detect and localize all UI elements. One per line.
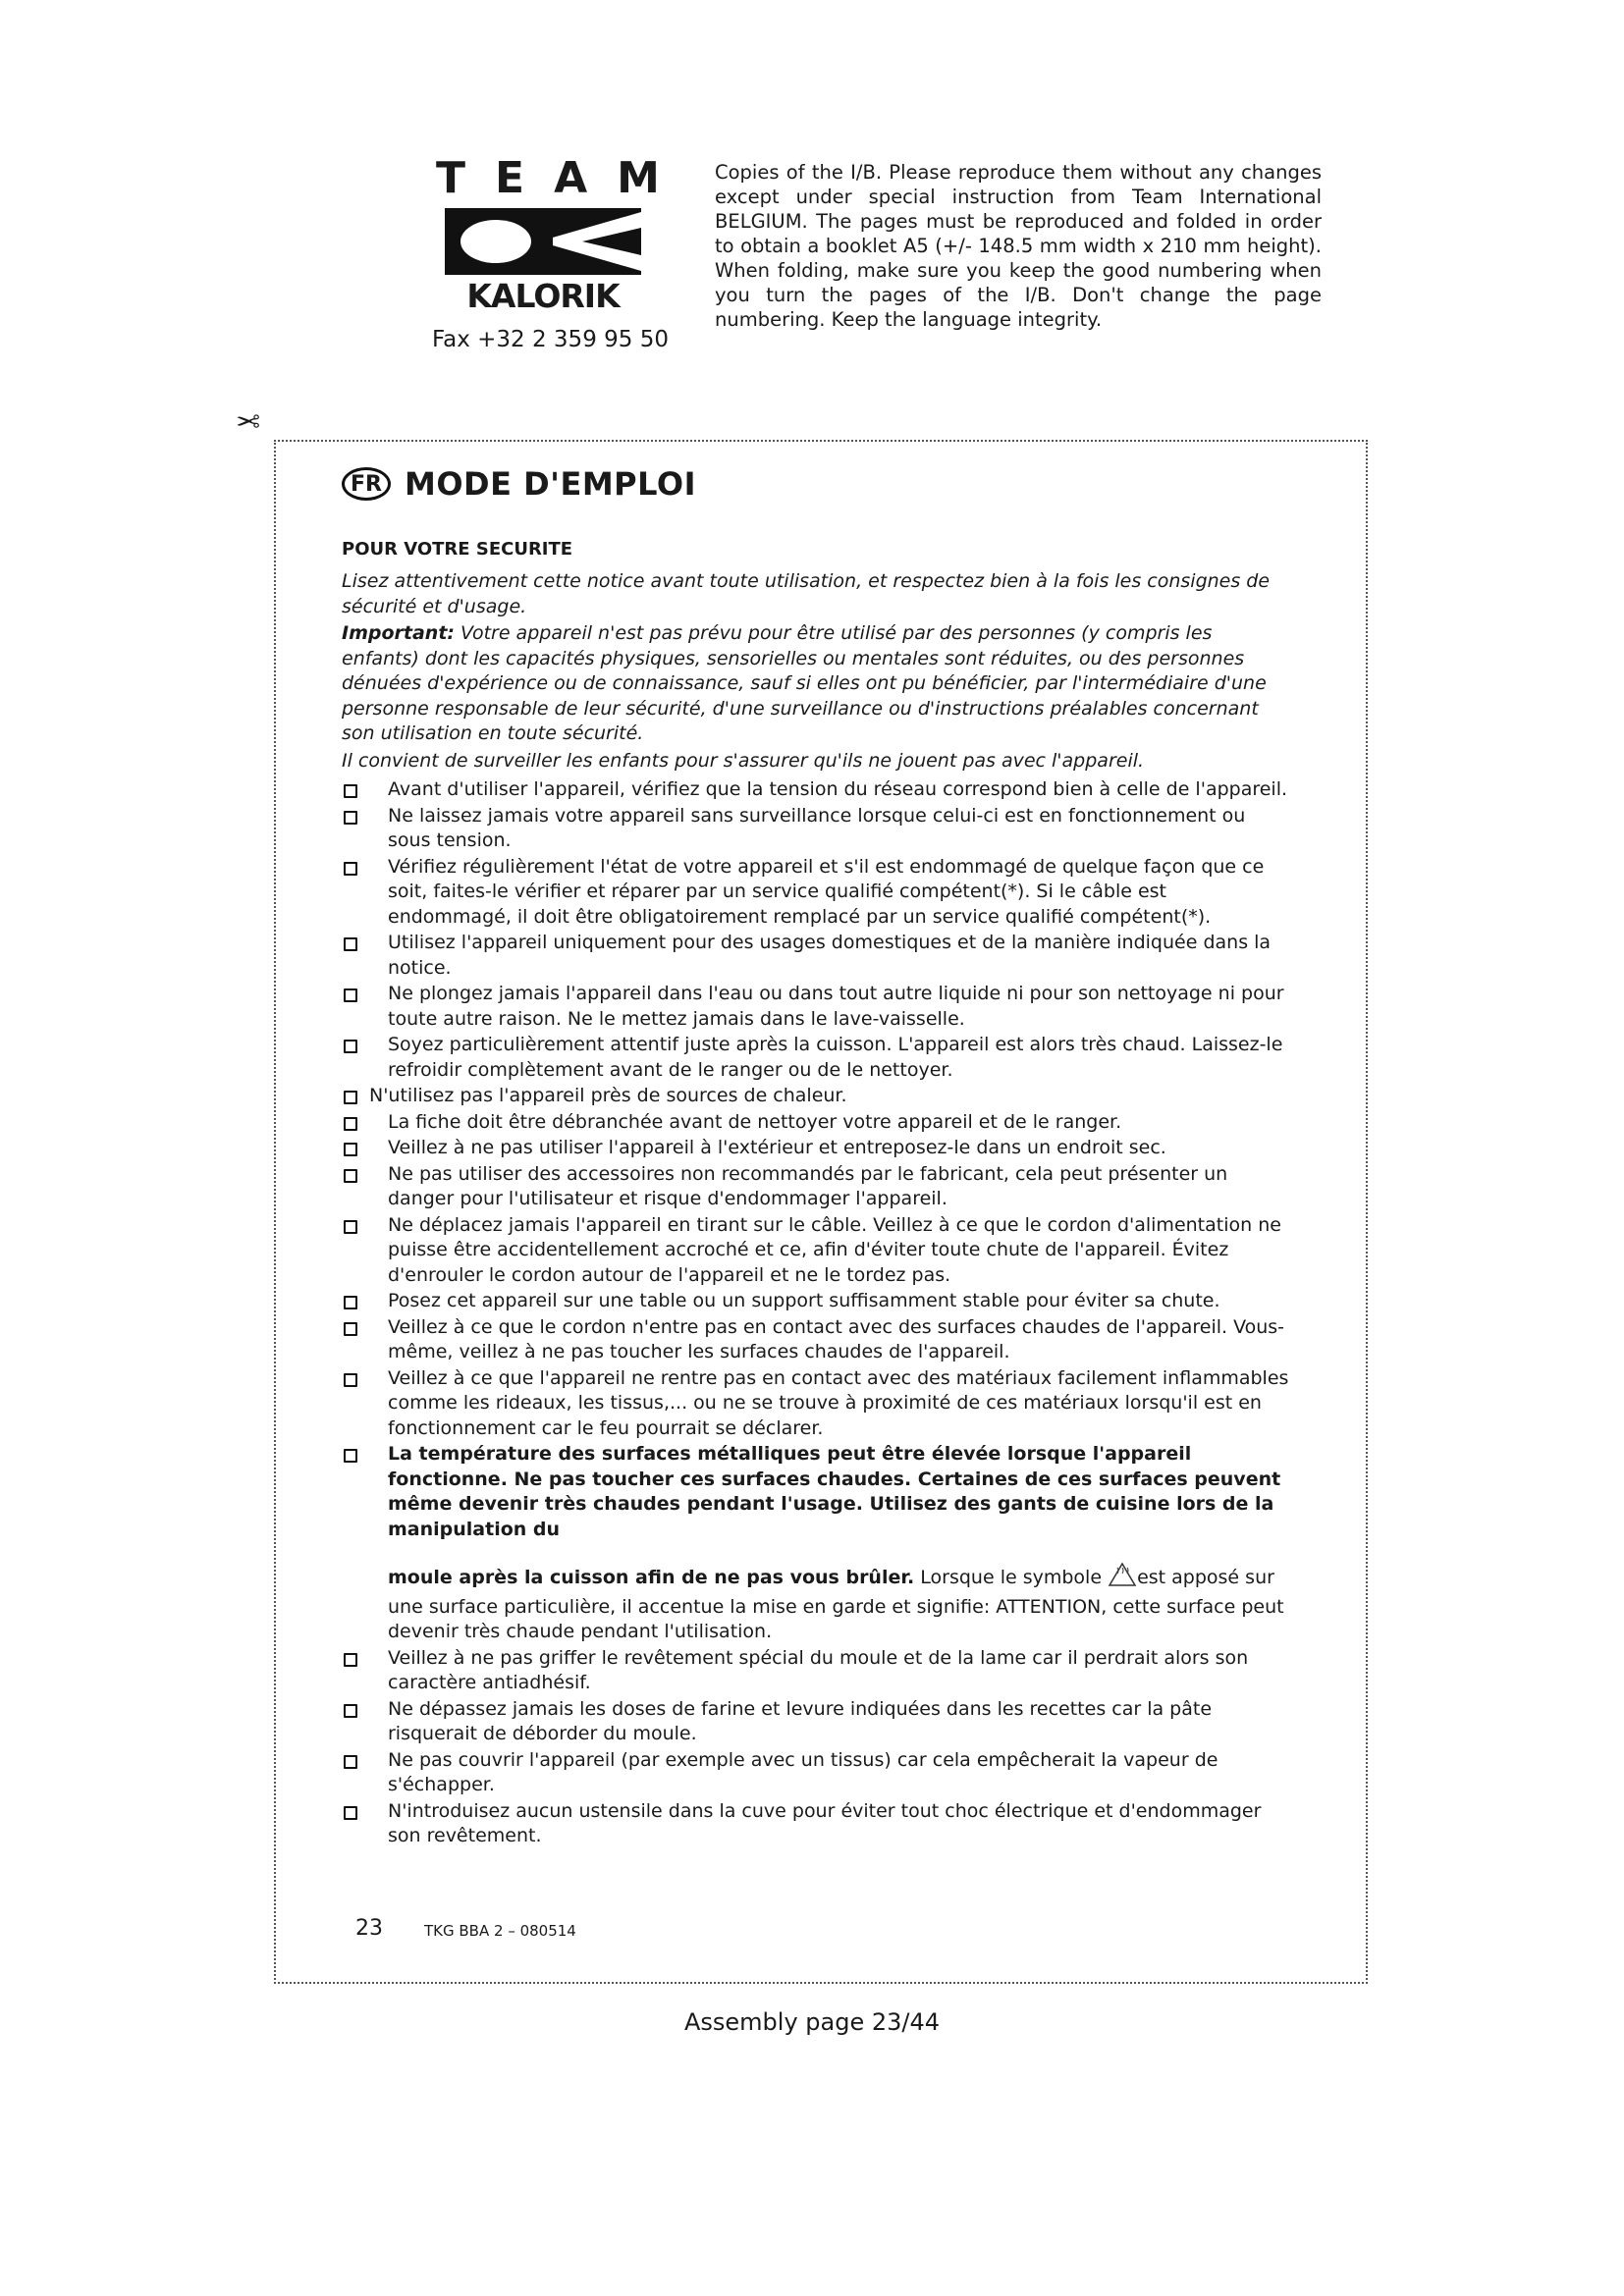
list-item: N'utilisez pas l'appareil près de sources de chaleur. [342,1084,1292,1109]
list-item: Ne laissez jamais votre appareil sans surveillance lorsque celui-ci est en fonctionnement ou sous tension. [342,804,1292,854]
checkbox-icon [344,937,357,951]
list-item: Veillez à ne pas utiliser l'appareil à l'extérieur et entreposez-le dans un endroit sec. [342,1136,1292,1161]
list-item: Veillez à ce que le cordon n'entre pas en contact avec des surfaces chaudes de l'appareil. Vous-même, veillez à ne pas toucher les surfaces chaudes de l'appareil. [342,1315,1292,1365]
reproduction-instructions: Copies of the I/B. Please reproduce them without any changes except under special instruction from Team International BELGIUM. The pages must be reproduced and folded in order to obtain a booklet A5 (+/- 148.5 mm width x 210 mm height). When folding, make sure you keep the good numbering when you turn the pages of the I/B. Don't change the page numbering. Keep the language integrity. [715,161,1322,331]
kalorik-k-icon [445,208,641,275]
safety-list [342,777,1292,1849]
hot-symbol-text: est [1137,1567,1166,1588]
checkbox-icon [344,1373,357,1387]
kalorik-logo [436,153,689,315]
checkbox-icon [344,1220,357,1234]
list-item: Posez cet appareil sur une table ou un support suffisamment stable pour éviter sa chute. [342,1289,1292,1314]
checkbox-icon [344,784,357,798]
intro-paragraph: Lisez attentivement cette notice avant toute utilisation, et respectez bien à la fois les consignes de sécurité et d'usage. [342,570,1271,617]
list-item: Ne pas couvrir l'appareil (par exemple avec un tissus) car cela empêcherait la vapeur de s'échapper. [342,1748,1292,1798]
section-title: POUR VOTRE SECURITE [342,539,573,560]
list-item: Ne déplacez jamais l'appareil en tirant sur le câble. Veillez à ce que le cordon d'alimentation ne puisse être accidentellement accroché et ce, afin d'éviter toute chute de l'appareil. Évitez d'enrouler le cordon autour de l'appareil et ne le tordez pas. [342,1213,1292,1289]
list-item: La fiche doit être débranchée avant de nettoyer votre appareil et de le ranger. [342,1110,1292,1136]
important-text: Votre appareil n'est pas prévu pour être utilisé par des personnes (y compris les enfants) dont les capacités physiques, sensorielles ou mentales sont réduites, ou des personnes dénuées d'expérience ou de connaissance, sauf si elles ont pu bénéficier, par l'intermédiaire d'une personne responsable de leur sécurité, d'une surveillance ou d'instructions préalables concernant son utilisation en toute sécurité. [342,622,1267,744]
language-badge: FR [342,467,391,501]
hot-surface-warning: La température des surfaces métalliques peut être élevée lorsque l'appareil fonctionne. Ne pas toucher ces surfaces chaudes. Certaines de ces surfaces peuvent même devenir très chaudes pendant l'usage. Utilisez des gants de cuisine lors de la manipulation du [388,1443,1281,1540]
checkbox-icon [344,1040,357,1053]
checkbox-icon [344,1806,357,1820]
checkbox-icon [344,811,357,825]
logo-team-text: TEAM [436,153,689,203]
list-item: Ne dépassez jamais les doses de farine et levure indiquées dans les recettes car la pâte risquerait de déborder du moule. [342,1697,1292,1747]
checkbox-icon [344,988,357,1002]
checkbox-icon [344,1143,357,1156]
list-item: Utilisez l'appareil uniquement pour des usages domestiques et de la manière indiquée dans la notice. [342,931,1292,981]
list-item: Veillez à ce que l'appareil ne rentre pas en contact avec des matériaux facilement inflammables comme les rideaux, les tissus,... ou ne se trouve à proximité de ces matériaux lorsqu'il est en fonctionnement car le feu pourrait se déclarer. [342,1366,1292,1442]
important-paragraph [342,621,1292,747]
checkbox-icon [344,1117,357,1131]
document-code: TKG BBA 2 – 080514 [424,1922,576,1940]
children-paragraph: Il convient de surveiller les enfants pour s'assurer qu'ils ne jouent pas avec l'appareil. [342,749,1145,772]
list-item: Ne plongez jamais l'appareil dans l'eau ou dans tout autre liquide ni pour son nettoyage ni pour toute autre raison. Ne le mettez jamais dans le lave-vaisselle. [342,982,1292,1032]
logo-brand-text: KALORIK [466,277,620,315]
checkbox-icon [344,1653,357,1667]
list-item: N'introduisez aucun ustensile dans la cuve pour éviter tout choc électrique et d'endommager son revêtement. [342,1799,1292,1849]
list-item: Soyez particulièrement attentif juste après la cuisson. L'appareil est alors très chaud. Laissez-le refroidir complètement avant de le ranger ou de le nettoyer. [342,1033,1292,1083]
list-item: Avant d'utiliser l'appareil, vérifiez que la tension du réseau correspond bien à celle de l'appareil. [342,777,1292,803]
hot-surface-warning-end: moule après la cuisson afin de ne pas vous brûler. [388,1567,915,1588]
checkbox-icon [344,1322,357,1336]
page-title: MODE D'EMPLOI [405,465,696,503]
checkbox-icon [344,1449,357,1463]
checkbox-icon [344,1755,357,1769]
list-item: Vérifiez régulièrement l'état de votre appareil et s'il est endommagé de quelque façon que ce soit, faites-le vérifier et réparer par un service qualifié compétent(*). Si le câble est endommagé, il doit être obligatoirement remplacé par un service qualifié compétent(*). [342,855,1292,931]
assembly-page-label: Assembly page 23/44 [683,2008,941,2036]
checkbox-icon [344,1296,357,1309]
page-number: 23 [355,1916,383,1941]
list-item: Ne pas utiliser des accessoires non recommandés par le fabricant, cela peut présenter un danger pour l'utilisateur et risque d'endommager l'appareil. [342,1162,1292,1212]
checkbox-icon [344,1091,357,1104]
list-item: Veillez à ne pas griffer le revêtement spécial du moule et de la lame car il perdrait alors son caractère antiadhésif. [342,1646,1292,1696]
fax-number: Fax +32 2 359 95 50 [432,327,669,352]
document-body [342,538,1292,1850]
scissors-icon: ✂ [236,405,261,440]
hot-surface-item: La température des surfaces métalliques peut être élevée lorsque l'appareil fonctionne. Ne pas toucher ces surfaces chaudes. Certaines de ces surfaces peuvent même devenir très chaudes pendant l'usage. Utilisez des gants de cuisine lors de la manipulation du moule après la cuisson afin de ne pas vous brûler. Lorsque le symbole est apposé sur une surface particulière, il accentue la mise en garde et signifie: ATTENTION, cette surface peut devenir très chaude pendant l'utilisation. [342,1442,1292,1645]
checkbox-icon [344,862,357,876]
checkbox-icon [344,1169,357,1183]
important-label: Important: [342,622,456,644]
page-heading [342,465,696,503]
checkbox-icon [344,1704,357,1718]
warning-hot-surface-icon [1108,1562,1137,1595]
